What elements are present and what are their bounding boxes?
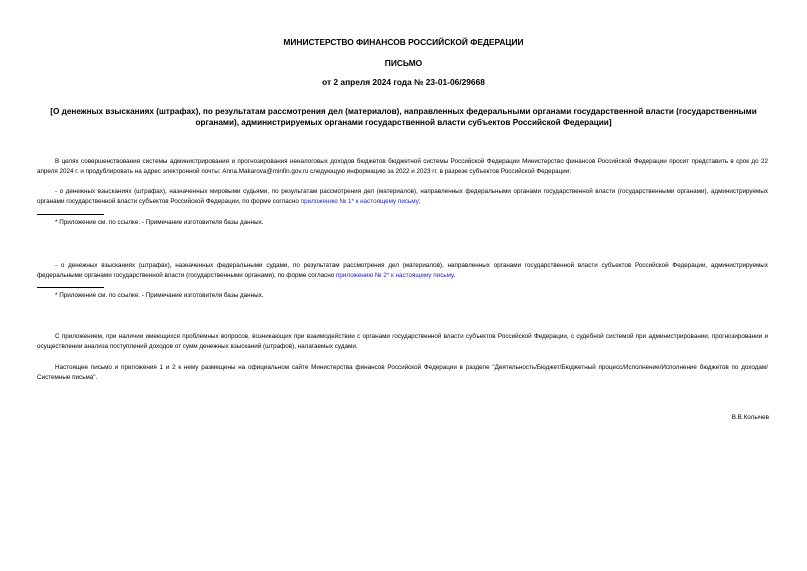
ministry-title: МИНИСТЕРСТВО ФИНАНСОВ РОССИЙСКОЙ ФЕДЕРАЦИИ	[283, 37, 524, 47]
signature: В.В.Колычев	[731, 414, 769, 421]
list-item-2-text: - о денежных взысканиях (штрафах), назначенных федеральными судами, по результатам рассмотрения дел (материалов), направленных органами государственной власти субъектов Российской Федерации, администрируемых федеральными органами государственной власти (государственными органами), по форме согласно	[37, 262, 768, 279]
list-item-2	[37, 261, 768, 280]
list-item-1-text: - о денежных взысканиях (штрафах), назначенных мировыми судьями, по результатам рассмотрения дел (материалов), направленных федеральными органами государственной власти (государственными органами), администрируемых органами государственной власти субъектов Российской Федерации, по форме согласно	[37, 188, 768, 205]
list-item-2-end: .	[453, 271, 456, 279]
publish-paragraph	[37, 363, 768, 382]
intro-text: В целях совершенствования системы администрирования и прогнозирования неналоговых доходов бюджетов бюджетной системы Российской Федерации Министерство финансов Российской Федерации просит представить в срок до 22 апреля 2024 г. и продублировать на адрес электронной почты: Anna.Makarova@minfin.gov.ru следующую информацию за 2022 и 2023 гг. в разрезе субъектов Российской Федерации:	[37, 158, 768, 175]
footnote-2-text: * Приложение см. по ссылке. - Примечание изготовителя базы данных.	[55, 292, 264, 299]
footnote-2	[37, 291, 768, 300]
document-date-number: от 2 апреля 2024 года № 23-01-06/29668	[322, 77, 485, 87]
intro-paragraph	[37, 157, 768, 176]
contact-text: С приложением, при наличии имеющихся проблемных вопросов, возникающих при взаимодействии с органами государственной власти субъектов Российской Федерации, с судебной системой при администрировании, прогнозировании и осуществлении анализа поступлений доходов от сумм денежных взысканий (штрафов), налагаемых судами.	[37, 333, 768, 350]
appendix-1-link[interactable]: приложению № 1* к настоящему письму	[300, 197, 419, 205]
footnote-1-text: * Приложение см. по ссылке. - Примечание изготовителя базы данных.	[55, 219, 264, 226]
footnote-1	[37, 218, 768, 227]
publish-text: Настоящее письмо и приложения 1 и 2 к нему размещены на официальном сайте Министерства финансов Российской Федерации в разделе "Деятельность/Бюджет/Бюджетный процесс/Исполнение/Исполнение бюджетов по доходам/Системные письма".	[37, 364, 768, 381]
list-item-1-end: ;	[418, 197, 421, 205]
appendix-2-link[interactable]: приложению № 2* к настоящему письму	[336, 271, 454, 279]
footnote-2-separator	[37, 287, 104, 288]
document-type: ПИСЬМО	[384, 58, 423, 68]
footnote-1-separator	[37, 214, 104, 215]
document-subject: [О денежных взысканиях (штрафах), по результатам рассмотрения дел (материалов), направленных федеральными органами государственной власти (государственными органами), администрируемых органами государственной власти субъектов Российской Федерации]	[50, 107, 757, 127]
list-item-1	[37, 187, 768, 206]
contact-paragraph	[37, 332, 768, 351]
